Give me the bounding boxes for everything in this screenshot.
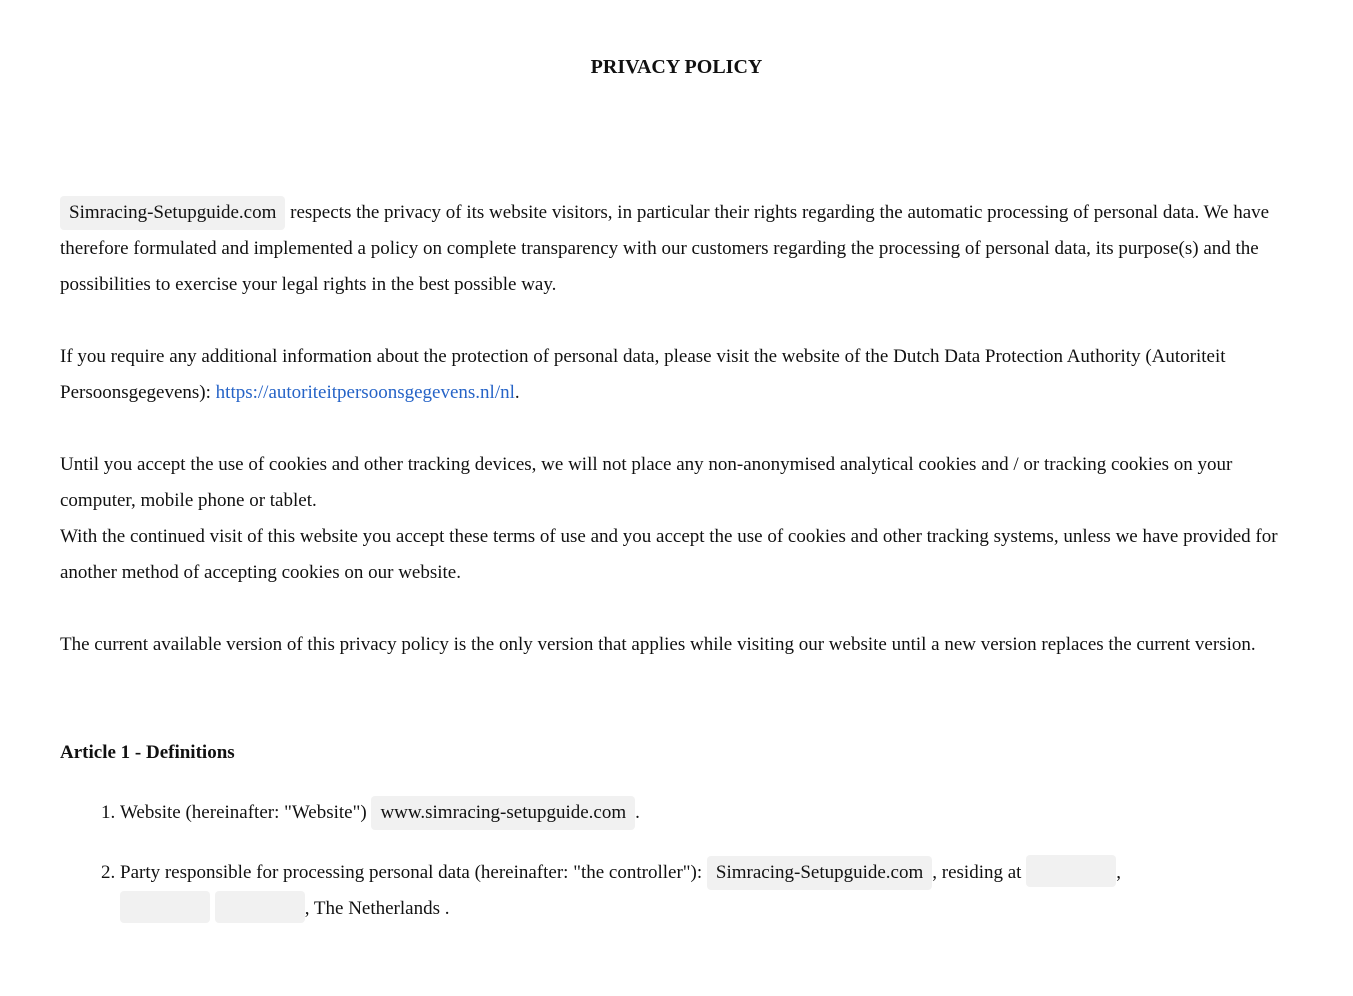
page-title: PRIVACY POLICY (590, 56, 763, 78)
spacer (60, 591, 1300, 627)
definition-item-controller (120, 855, 1300, 927)
definition-controller-prefix: Party responsible for processing personal data (hereinafter: "the controller"): (120, 862, 707, 883)
address-city-placeholder (215, 891, 305, 923)
controller-name-badge: Simracing-Setupguide.com (707, 856, 932, 890)
authority-paragraph (60, 339, 1300, 411)
spacer (60, 411, 1300, 447)
spacer (60, 663, 1300, 735)
authority-text: If you require any additional information about the protection of personal data, please visit the website of the Dutch Data Protection Authority (Autoriteit Persoonsgegevens): (60, 346, 1226, 403)
definition-controller-middle: , residing at (932, 862, 1027, 883)
website-url-badge: www.simracing-setupguide.com (371, 796, 635, 830)
policy-content (60, 195, 1300, 927)
definition-controller-comma: , (1116, 862, 1121, 883)
address-postcode-placeholder (120, 891, 210, 923)
article-1-heading: Article 1 - Definitions (60, 742, 235, 763)
cookies-paragraph-1: Until you accept the use of cookies and other tracking devices, we will not place any non-anonymised analytical cookies and / or tracking cookies on your computer, mobile phone or tablet. (60, 454, 1233, 511)
authority-after: . (514, 382, 520, 403)
intro-text: respects the privacy of its website visitors, in particular their rights regarding the automatic processing of personal data. We have therefore formulated and implemented a policy on complete transparency with our customers regarding the processing of personal data, its purpose(s) and the possibilities to exercise your legal rights in the best possible way. (60, 202, 1270, 295)
authority-link[interactable]: https://autoriteitpersoonsgegevens.nl/nl (215, 382, 515, 403)
cookies-paragraph-2: With the continued visit of this website you accept these terms of use and you accept the use of cookies and other tracking systems, unless we have provided for another method of accepting cookies on our website. (60, 526, 1278, 583)
definition-item-website (120, 795, 1300, 831)
site-name-badge: Simracing-Setupguide.com (60, 196, 285, 230)
version-paragraph: The current available version of this privacy policy is the only version that applies while visiting our website until a new version replaces the current version. (60, 634, 1256, 655)
definition-website-suffix: . (635, 802, 640, 823)
intro-paragraph (60, 195, 1300, 303)
definitions-list (60, 795, 1300, 927)
definition-website-prefix: Website (hereinafter: "Website") (120, 802, 372, 823)
definition-controller-country: , The Netherlands . (304, 898, 450, 919)
address-street-placeholder (1026, 855, 1116, 887)
spacer (60, 303, 1300, 339)
